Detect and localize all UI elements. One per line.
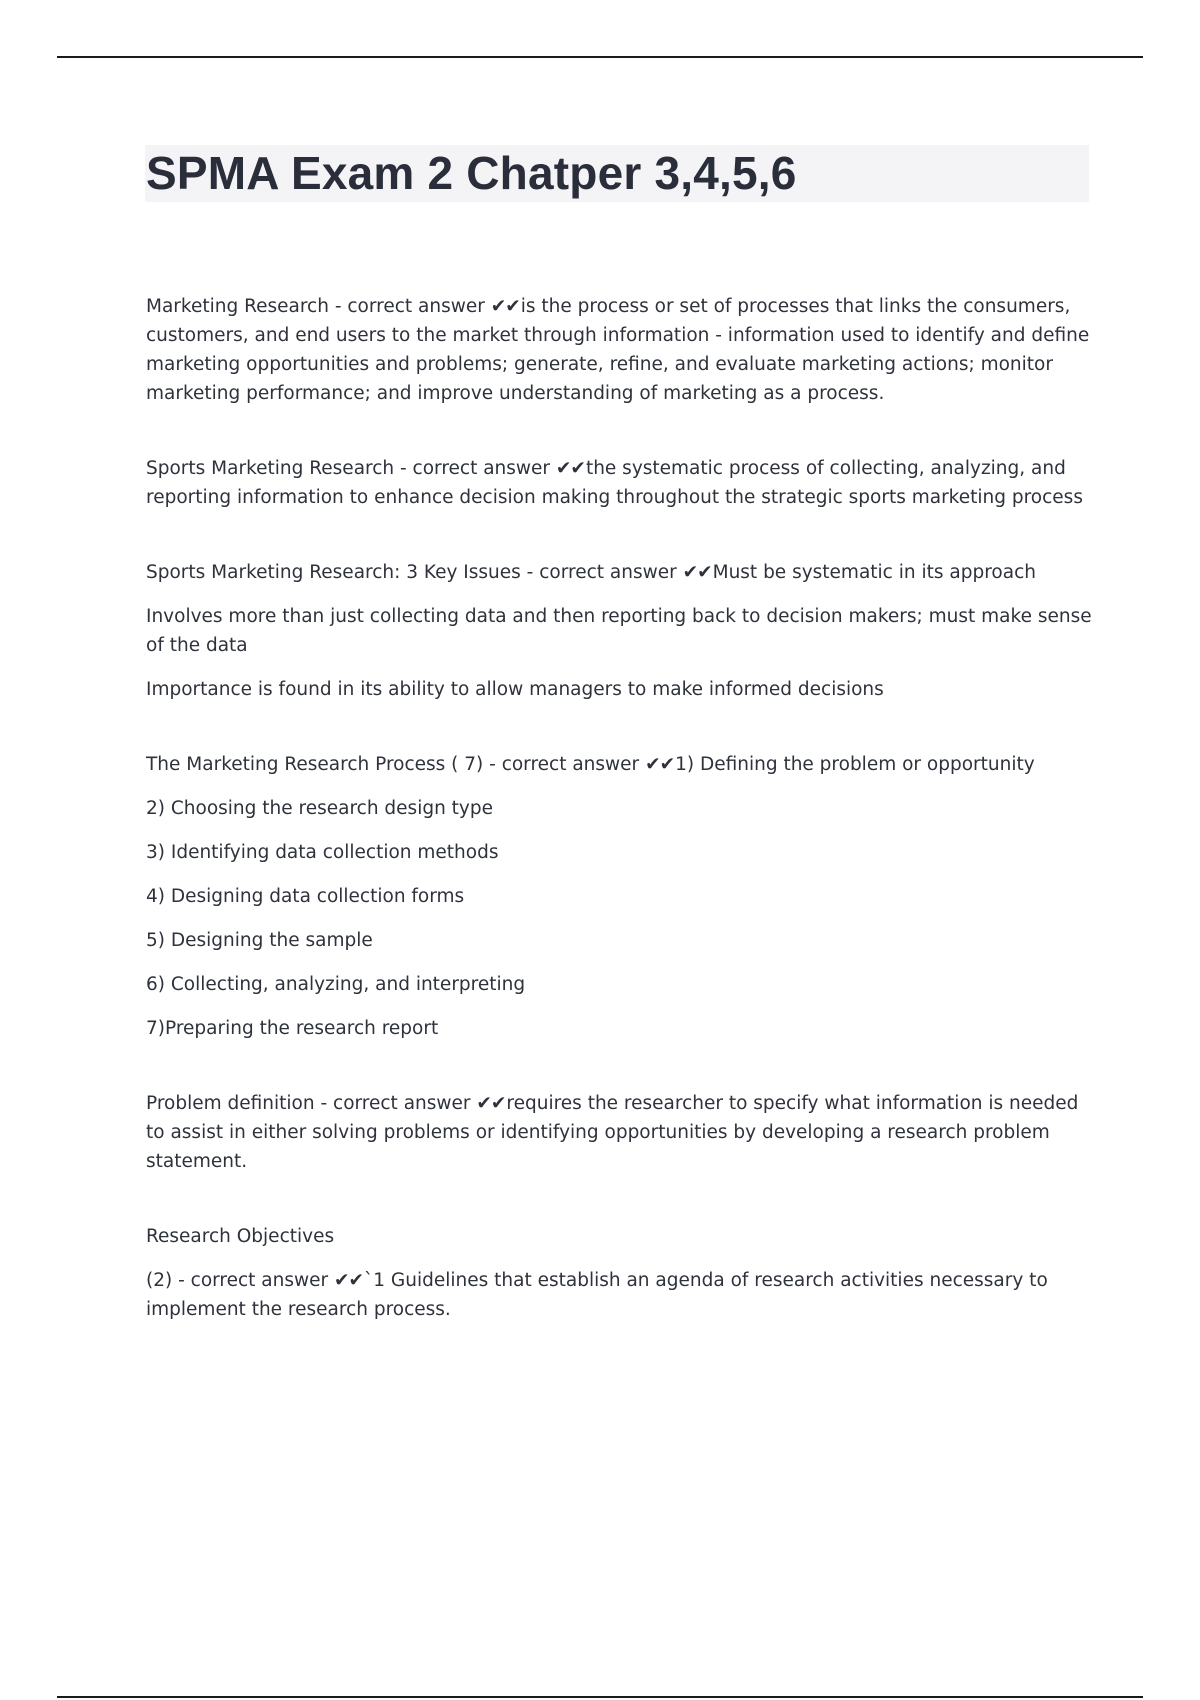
entry-answer: is the process or set of processes that links the consumers, customers, and end users to the market through information - information used to identify and define marketing opportunities and problems; generate, refine, and evaluate marketing actions; monitor marketing performance; and improve understanding of marketing as a process.	[146, 296, 1090, 404]
entry-first-line	[146, 1266, 1096, 1324]
entry-term: Research Objectives	[146, 1226, 335, 1247]
entry-answer: the systematic process of collecting, analyzing, and reporting information to enhance decision making throughout the strategic sports marketing process	[146, 458, 1083, 508]
entry-answer-line: 2) Choosing the research design type	[146, 798, 494, 819]
flashcard-entry	[146, 558, 1096, 704]
entry-term: (2) - correct answer	[146, 1270, 334, 1291]
entry-first-line	[146, 292, 1096, 408]
checkmark-icon: ✔✔	[682, 562, 712, 583]
flashcard-entry	[146, 454, 1096, 512]
bottom-divider	[57, 1696, 1143, 1698]
entry-answer: `1 Guidelines that establish an agenda of research activities necessary to implement the research process.	[146, 1270, 1048, 1320]
entry-term: The Marketing Research Process ( 7) - correct answer	[146, 754, 646, 775]
flashcard-entry	[146, 1222, 1096, 1251]
page-title: SPMA Exam 2 Chatper 3,4,5,6	[146, 147, 797, 199]
flashcard-entry	[146, 1266, 1096, 1324]
document-body	[146, 292, 1096, 1370]
entry-answer-line: 3) Identifying data collection methods	[146, 842, 499, 863]
checkmark-icon: ✔✔	[476, 1093, 506, 1114]
entry-first-line	[146, 558, 1096, 587]
entry-answer: Must be systematic in its approach	[712, 562, 1036, 583]
entry-term: Marketing Research - correct answer	[146, 296, 491, 317]
entry-answer: requires the researcher to specify what information is needed to assist in either solving problems or identifying opportunities by developing a research problem statement.	[146, 1093, 1079, 1172]
entry-first-line	[146, 454, 1096, 512]
flashcard-entry	[146, 292, 1096, 408]
flashcard-entry	[146, 1089, 1096, 1176]
checkmark-icon: ✔✔	[490, 296, 520, 317]
entry-answer-line: 6) Collecting, analyzing, and interpreting	[146, 974, 526, 995]
entry-term: Sports Marketing Research - correct answer	[146, 458, 556, 479]
entry-answer: 1) Defining the problem or opportunity	[675, 754, 1035, 775]
flashcard-entry	[146, 750, 1096, 1043]
entry-answer-line: Importance is found in its ability to allow managers to make informed decisions	[146, 679, 884, 700]
entry-first-line	[146, 750, 1096, 779]
entry-answer-line: 5) Designing the sample	[146, 930, 373, 951]
entry-first-line	[146, 1222, 1096, 1251]
entry-answer-line: Involves more than just collecting data and then reporting back to decision makers; must make sense of the data	[146, 606, 1092, 656]
checkmark-icon: ✔✔	[555, 458, 585, 479]
checkmark-icon: ✔✔	[645, 754, 675, 775]
entry-term: Sports Marketing Research: 3 Key Issues - correct answer	[146, 562, 683, 583]
checkmark-icon: ✔✔	[334, 1270, 364, 1291]
entry-term: Problem definition - correct answer	[146, 1093, 477, 1114]
entry-first-line	[146, 1089, 1096, 1176]
entry-answer-line: 4) Designing data collection forms	[146, 886, 465, 907]
entry-answer-line: 7)Preparing the research report	[146, 1018, 439, 1039]
top-divider	[57, 56, 1143, 58]
